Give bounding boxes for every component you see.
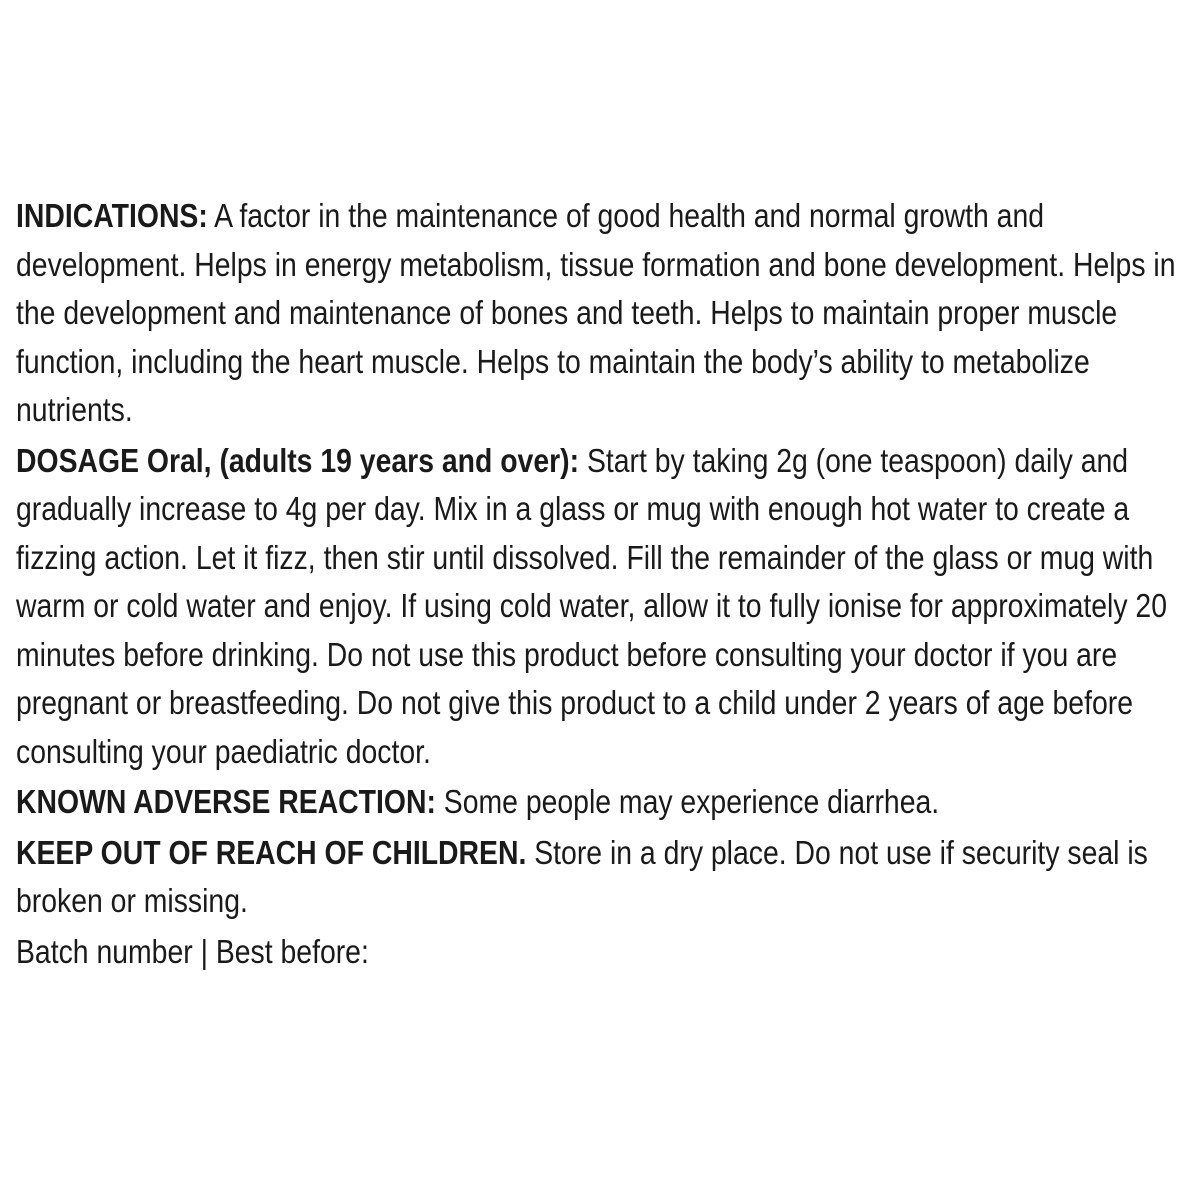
storage-section	[16, 829, 1192, 926]
indications-section	[16, 192, 1192, 435]
dosage-heading: DOSAGE Oral, (adults 19 years and over):	[16, 441, 580, 479]
adverse-reaction-heading: KNOWN ADVERSE REACTION:	[16, 783, 436, 820]
dosage-text: Start by taking 2g (one teaspoon) daily and gradually increase to 4g per day. Mix in a glass or mug with enough hot water to create a fizzing action. Let it fizz, then stir until dissolved. Fill the remainder of the glass or mug with warm or cold water and enjoy. If using cold water, allow it to fully ionise for approximately 20 minutes before drinking. Do not use this product before consulting your doctor if you are pregnant or breastfeeding. Do not give this product to a child under 2 years of age before consulting your paediatric doctor.	[16, 441, 1167, 770]
storage-heading: KEEP OUT OF REACH OF CHILDREN.	[16, 833, 527, 871]
storage-text: Store in a dry place. Do not use if security seal is broken or missing.	[16, 833, 1148, 919]
dosage-section	[16, 437, 1192, 777]
product-label-text	[16, 192, 1192, 978]
indications-heading: INDICATIONS:	[16, 197, 208, 234]
batch-best-before-line: Batch number | Best before:	[16, 932, 369, 970]
adverse-reaction-text: Some people may experience diarrhea.	[435, 783, 940, 820]
indications-text: A factor in the maintenance of good health and normal growth and development. Helps in energy metabolism, tissue formation and bone development. Helps in the development and maintenance of bones and teeth. Helps to maintain proper muscle function, including the heart muscle. Helps to maintain the body’s ability to metabolize nutrients.	[16, 197, 1176, 428]
adverse-reaction-section	[16, 778, 1192, 827]
